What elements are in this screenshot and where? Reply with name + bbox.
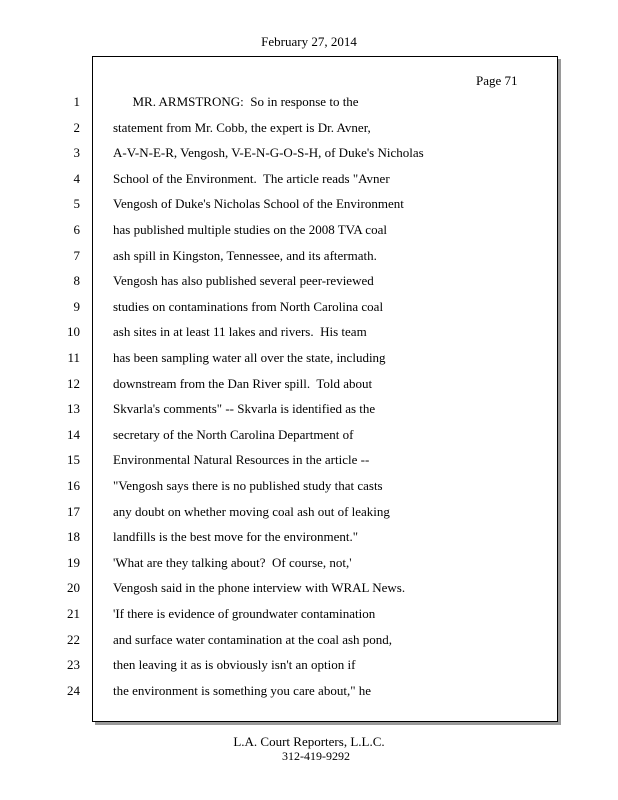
- line-text: ash spill in Kingston, Tennessee, and its aftermath.: [113, 248, 377, 263]
- line-number: 22: [67, 632, 80, 647]
- page-number: Page 71: [476, 73, 518, 88]
- line-number: 2: [73, 120, 80, 135]
- line-text: Vengosh of Duke's Nicholas School of the Environment: [113, 196, 404, 211]
- line-text: ash sites in at least 11 lakes and rivers. His team: [113, 324, 367, 339]
- line-text: "Vengosh says there is no published study that casts: [113, 478, 383, 493]
- line-number: 10: [67, 324, 80, 339]
- line-number: 18: [67, 529, 80, 544]
- line-text: Skvarla's comments" -- Skvarla is identified as the: [113, 401, 376, 416]
- line-number: 1: [73, 94, 80, 109]
- line-text: Environmental Natural Resources in the article --: [113, 452, 370, 467]
- line-number: 16: [67, 478, 80, 493]
- line-number: 21: [67, 606, 80, 621]
- line-text: statement from Mr. Cobb, the expert is Dr. Avner,: [113, 120, 371, 135]
- line-text: 'What are they talking about? Of course, not,': [113, 555, 352, 570]
- line-text: and surface water contamination at the coal ash pond,: [113, 632, 393, 647]
- line-text: has published multiple studies on the 2008 TVA coal: [113, 222, 387, 237]
- line-number: 24: [67, 683, 80, 698]
- line-text: MR. ARMSTRONG: So in response to the: [113, 94, 359, 109]
- line-number: 4: [73, 171, 80, 186]
- line-text: Vengosh has also published several peer-reviewed: [113, 273, 374, 288]
- line-text: downstream from the Dan River spill. Told about: [113, 376, 373, 391]
- line-number: 14: [67, 427, 80, 442]
- line-text: landfills is the best move for the environment.": [113, 529, 359, 544]
- line-number: 5: [73, 196, 80, 211]
- line-text: School of the Environment. The article reads "Avner: [113, 171, 390, 186]
- line-number: 19: [67, 555, 80, 570]
- line-text: 'If there is evidence of groundwater contamination: [113, 606, 376, 621]
- line-number: 20: [67, 580, 80, 595]
- line-number: 11: [67, 350, 80, 365]
- line-number: 12: [67, 376, 80, 391]
- line-number: 6: [73, 222, 80, 237]
- line-number: 17: [67, 504, 80, 519]
- line-text: A-V-N-E-R, Vengosh, V-E-N-G-O-S-H, of Duke's Nicholas: [113, 145, 424, 160]
- court-reporter-phone: 312-419-9292: [282, 749, 350, 763]
- line-text: has been sampling water all over the state, including: [113, 350, 386, 365]
- line-number: 3: [73, 145, 80, 160]
- line-number: 23: [67, 657, 80, 672]
- line-number: 7: [73, 248, 80, 263]
- line-text: then leaving it as is obviously isn't an option if: [113, 657, 356, 672]
- line-number: 13: [67, 401, 80, 416]
- line-text: secretary of the North Carolina Department of: [113, 427, 354, 442]
- line-number: 9: [73, 299, 80, 314]
- line-text: any doubt on whether moving coal ash out of leaking: [113, 504, 390, 519]
- line-number: 8: [73, 273, 80, 288]
- line-number: 15: [67, 452, 80, 467]
- line-text: Vengosh said in the phone interview with WRAL News.: [113, 580, 406, 595]
- transcript-date: February 27, 2014: [261, 34, 357, 49]
- line-text: the environment is something you care about," he: [113, 683, 372, 698]
- line-text: studies on contaminations from North Carolina coal: [113, 299, 384, 314]
- court-reporter-name: L.A. Court Reporters, L.L.C.: [233, 734, 385, 749]
